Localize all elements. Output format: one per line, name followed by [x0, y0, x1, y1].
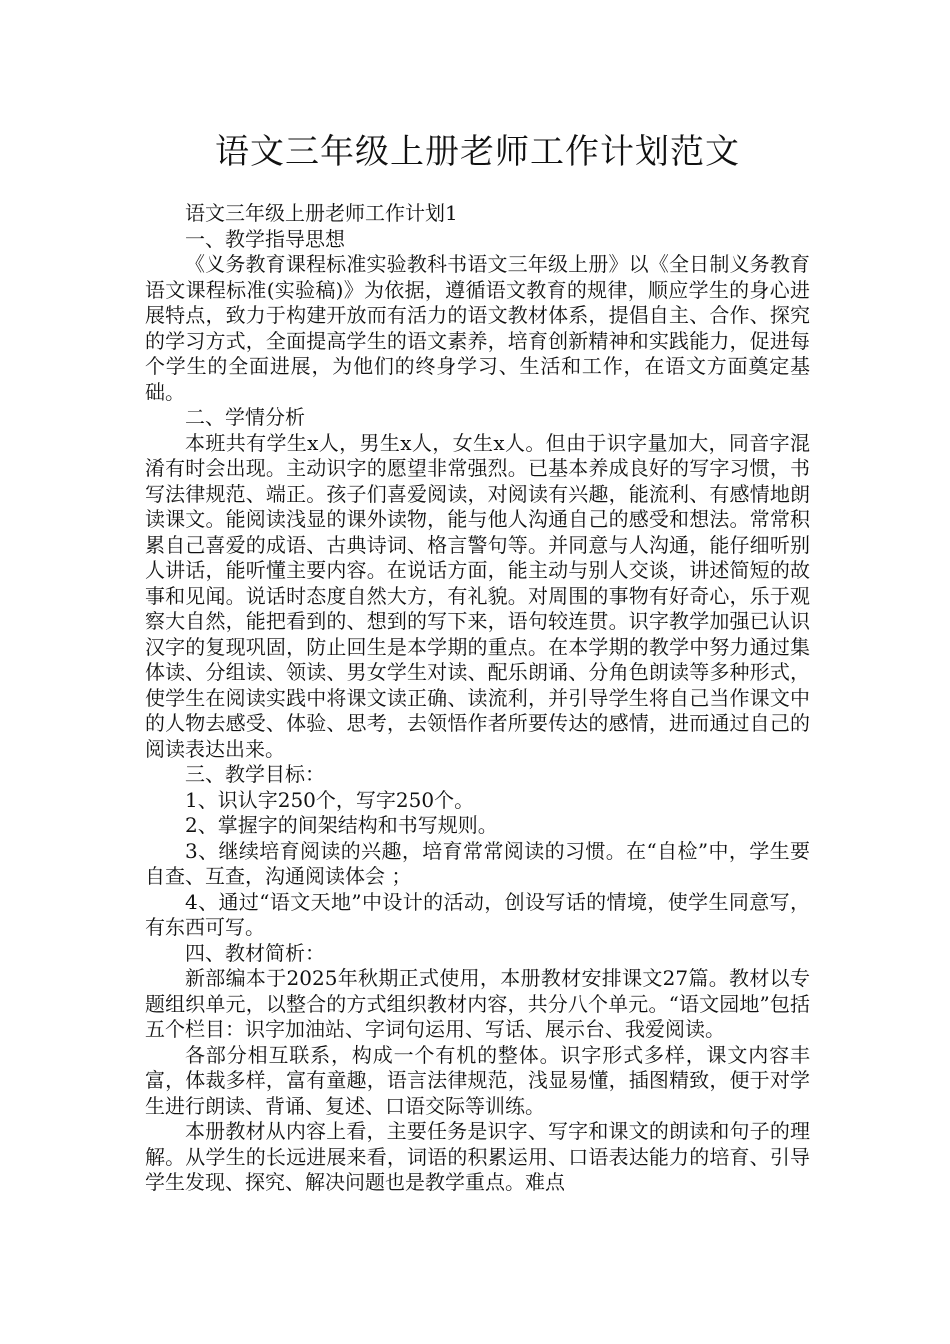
section-heading-textbook-analysis: 四、教材简析：	[185, 940, 325, 965]
document-body	[145, 201, 810, 1196]
section-heading-teaching-goals: 三、教学目标：	[185, 762, 325, 786]
plan-subtitle: 语文三年级上册老师工作计划1	[185, 201, 458, 225]
goal-item-2: 2、掌握字的间架结构和书写规则。	[185, 813, 498, 837]
paragraph-textbook-3: 本册教材从内容上看，主要任务是识字、写字和课文的朗读和句子的理解。从学生的长远进展来看，词语的积累运用、口语表达能力的培育、引导学生发现、探究、解决问题也是教学重点。难点	[145, 1119, 810, 1194]
goal-item-4: 4、通过“语文天地”中设计的活动，创设写话的情境，使学生同意写，有东西可写。	[145, 889, 810, 939]
document-title: 语文三年级上册老师工作计划范文	[215, 132, 740, 172]
paragraph-guiding-ideology: 《义务教育课程标准实验教科书语文三年级上册》以《全日制义务教育语文课程标准(实验稿)》为依据，遵循语文教育的规律，顺应学生的身心进展特点，致力于构建开放而有活力的语文教材体系，提倡自主、合作、探究的学习方式，全面提高学生的语文素养，培育创新精神和实践能力，促进每个学生的全面进展，为他们的终身学习、生活和工作，在语文方面奠定基础。	[145, 252, 810, 404]
paragraph-textbook-2: 各部分相互联系，构成一个有机的整体。识字形式多样，课文内容丰富，体裁多样，富有童趣，语言法律规范，浅显易懂，插图精致，便于对学生进行朗读、背诵、复述、口语交际等训练。	[145, 1042, 810, 1118]
paragraph-textbook-1: 新部编本于2025年秋期正式使用，本册教材安排课文27篇。教材以专题组织单元，以整合的方式组织教材内容，共分八个单元。“语文园地”包括五个栏目：识字加油站、字词句运用、写话、展示台、我爱阅读。	[145, 966, 810, 1041]
goal-item-3: 3、继续培育阅读的兴趣，培育常常阅读的习惯。在“自检”中，学生要自查、互查，沟通阅读体会 ；	[145, 838, 810, 888]
section-heading-student-analysis: 二、学情分析	[185, 405, 305, 429]
paragraph-student-analysis: 本班共有学生x人，男生x人，女生x人。但由于识字量加大，同音字混淆有时会出现。主动识字的愿望非常强烈。已基本养成良好的写字习惯，书写法律规范、端正。孩子们喜爱阅读，对阅读有兴趣，能流利、有感情地朗读课文。能阅读浅显的课外读物，能与他人沟通自己的感受和想法。常常积累自己喜爱的成语、古典诗词、格言警句等。并同意与人沟通，能仔细听别人讲话，能听懂主要内容。在说话方面，能主动与别人交谈，讲述简短的故事和见闻。说话时态度自然大方，有礼貌。对周围的事物有好奇心，乐于观察大自然，能把看到的、想到的写下来，语句较连贯。识字教学加强已认识汉字的复现巩固，防止回生是本学期的重点。在本学期的教学中努力通过集体读、分组读、领读、男女学生对读、配乐朗诵、分角色朗读等多种形式，使学生在阅读实践中将课文读正确、读流利，并引导学生将自己当作课文中的人物去感受、体验、思考，去领悟作者所要传达的感情，进而通过自己的阅读表达出来。	[145, 430, 810, 761]
section-heading-guiding-ideology: 一、教学指导思想	[185, 226, 345, 251]
goal-item-1: 1、识认字250个，写字250个。	[185, 787, 475, 812]
